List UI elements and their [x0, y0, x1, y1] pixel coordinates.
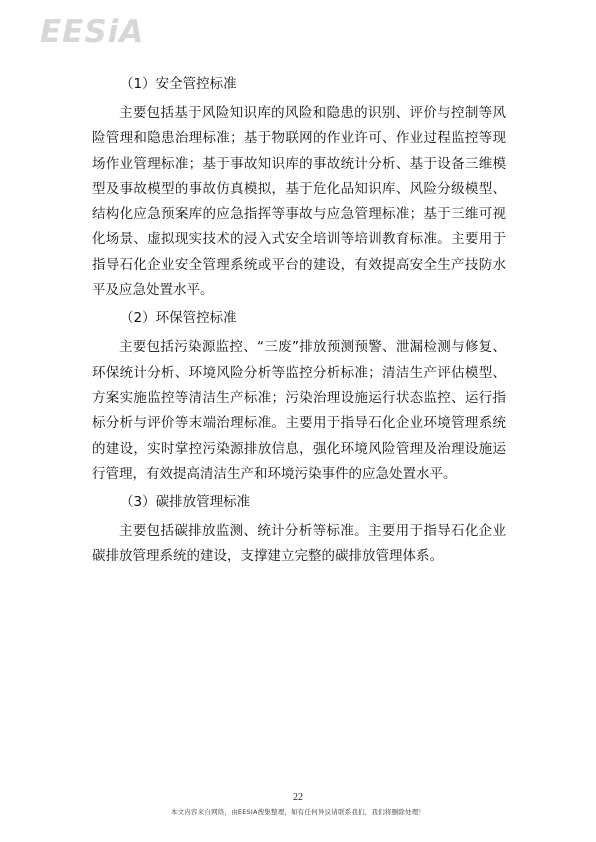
- section-paragraph-safety: 主要包括基于风险知识库的风险和隐患的识别、评价与控制等风险管理和隐患治理标准；基于物联网的作业许可、作业过程监控等现场作业管理标准；基于事故知识库的事故统计分析、基于设备三维模型及事故模型的事故仿真模拟，基于危化品知识库、风险分级模型、结构化应急预案库的应急指挥等事故与应急管理标准；基于三维可视化场景、虚拟现实技术的浸入式安全培训等培训教育标准。主要用于指导石化企业安全管理系统或平台的建设，有效提高安全生产技防水平及应急处置水平。: [92, 105, 506, 299]
- footer-disclaimer: 本文内容来自网络，由EESIA搜集整理，如有任何异议请联系我们，我们将删除处理！: [170, 808, 426, 816]
- section-paragraph-environment: 主要包括污染源监控、“三废”排放预测预警、泄漏检测与修复、环保统计分析、环境风险分析等监控分析标准；清洁生产评估模型、方案实施监控等清洁生产标准；污染治理设施运行状态监控、运行指标分析与评价等末端治理标准。主要用于指导石化企业环境管理系统的建设，实时掌控污染源排放信息，强化环境风险管理及治理设施运行管理，有效提高清洁生产和环境污染事件的应急处置水平。: [92, 339, 506, 482]
- section-heading-environment: （2）环保管控标准: [120, 310, 237, 327]
- section-heading-safety: （1）安全管控标准: [120, 76, 237, 92]
- eesia-logo: EESiA: [40, 14, 145, 50]
- section-paragraph-carbon: 主要包括碳排放监测、统计分析等标准。主要用于指导石化企业碳排放管理系统的建设，支撑建立完整的碳排放管理体系。: [92, 523, 506, 565]
- section-heading-carbon: （3）碳排放管理标准: [120, 494, 251, 511]
- page-number: 22: [293, 792, 303, 803]
- document-body: [92, 74, 506, 575]
